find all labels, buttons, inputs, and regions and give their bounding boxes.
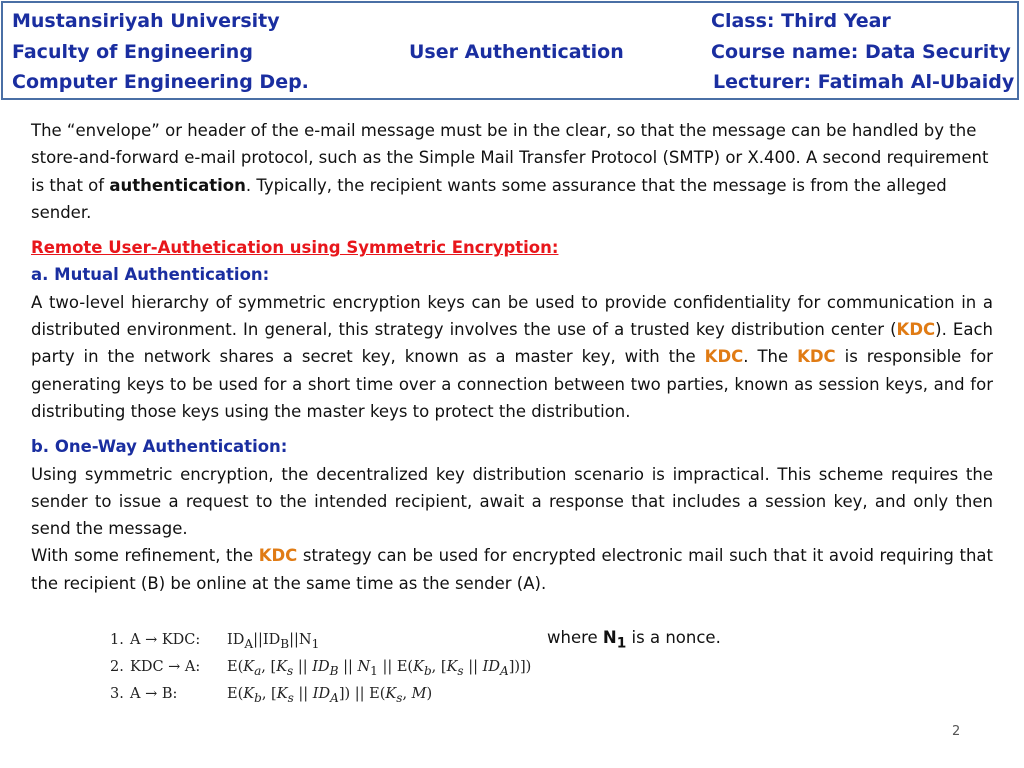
oneway-paragraph-1: Using symmetric encryption, the decentralized key distribution scenario is impractical. This scheme requires the sender to issue a request to the intended recipient, await a response that includes a session key, and only then send the message. (31, 464, 993, 539)
department-name: Computer Engineering Dep. (12, 71, 309, 93)
step-formula: $ID_A||ID_B||N_1$ (227, 632, 320, 651)
step-formula: $E(K_a$, [$K_s$ || $ID_B$ || $N_1$ || $E(K_b$, [$K_s$ || $ID_A$])]) (227, 659, 532, 678)
protocol-steps (110, 632, 530, 713)
university-name: Mustansiriyah University (12, 10, 280, 32)
course-name: Course name: Data Security (711, 41, 1011, 63)
lecturer-name: Lecturer: Fatimah Al-Ubaidy (713, 71, 1015, 93)
protocol-step: 1. A → KDC: $ID_A||ID_B||N_1$ (110, 632, 320, 651)
class-label: Class: Third Year (711, 10, 891, 32)
intro-paragraph: The “envelope” or header of the e-mail message must be in the clear, so that the message can be handled by the store-and-forward e-mail protocol, such as the Simple Mail Transfer Protocol (SMTP) or X.400. A second requirement is that of authentication. Typically, the recipient wants some assurance that the message is from the alleged sender. (31, 121, 989, 222)
authentication-term: authentication (109, 175, 246, 195)
oneway-paragraph-2: With some refinement, the KDC strategy can be used for encrypted electronic mail such that it avoid requiring that the recipient (B) be online at the same time as the sender (A). (31, 546, 993, 593)
slide-header (1, 1, 1019, 100)
faculty-name: Faculty of Engineering (12, 41, 253, 63)
mutual-auth-paragraph: A two-level hierarchy of symmetric encryption keys can be used to provide confidentiality for communication in a distributed environment. In general, this strategy involves the use of a trusted key distribution center (KDC). Each party in the network shares a secret key, known as a master key, with the KDC. The KDC is responsible for generating keys to be used for a short time over a connection between two parties, known as session keys, and for distributing those keys using the master keys to protect the distribution. (31, 292, 993, 421)
slide-body (31, 117, 993, 597)
kdc-term: KDC (896, 320, 936, 340)
lecture-topic: User Authentication (409, 41, 624, 63)
mutual-auth-heading: a. Mutual Authentication: (31, 265, 270, 285)
kdc-term: KDC (258, 546, 298, 566)
section-heading: Remote User-Authetication using Symmetric Encryption: (31, 238, 559, 258)
oneway-auth-heading: b. One-Way Authentication: (31, 437, 288, 457)
protocol-step: 2. KDC → A: $E(K_a$, [$K_s$ || $ID_B$ || $N_1$ || $E(K_b$, [$K_s$ || $ID_A$])]) (110, 659, 532, 678)
nonce-note: where $N_1$ is a nonce. (547, 628, 721, 652)
page-number: 2 (952, 724, 961, 739)
kdc-term: KDC (797, 347, 836, 367)
step-formula: $E(K_b$, [$K_s$ || $ID_A$]) || $E(K_s$, M) (227, 686, 433, 705)
protocol-step: 3. A → B: $E(K_b$, [$K_s$ || $ID_A$]) || $E(K_s$, M) (110, 686, 433, 705)
kdc-term: KDC (704, 347, 744, 367)
